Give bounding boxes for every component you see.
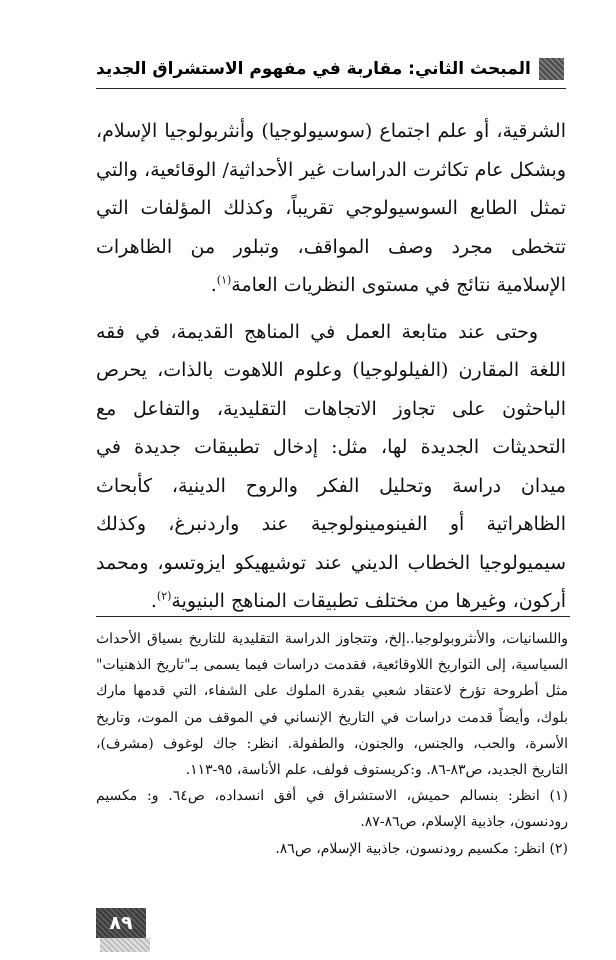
footnote-ref-1: (١) [216, 273, 232, 287]
page-number: ٨٩ [96, 908, 146, 938]
paragraph-2 [96, 313, 566, 621]
footnote-ref-2: (٢) [156, 589, 172, 603]
running-header [96, 52, 564, 86]
paragraph-1 [96, 112, 566, 305]
footnote-continuation: واللسانيات، والأنثروبولوجيا..إلخ، وتتجاوز الدراسة التقليدية للتاريخ بسياق الأحداث السياسية، إلى التواريخ اللاوقائعية، فقدمت دراسات فيما يسمى بـ"تاريخ الذهنيات" مثل أطروحة تؤرخ لاعتقاد شعبي بقدرة الملوك على الشفاء، التي قدمها مارك بلوك، وأيضاً قدمت دراسات في التاريخ الإنساني في الموقف من الموت، وتاريخ الأسرة، والحب، والجنس، والجنون، والطفولة. انظر: جاك لوغوف (مشرف)، التاريخ الجديد، ص٨٣-٨٦. و:كريستوف فولف، علم الأناسة، ٩٥-١١٣. [96, 631, 568, 779]
footnote-2: (٢) انظر: مكسيم رودنسون، جاذبية الإسلام، ص٨٦. [275, 840, 568, 857]
footnote-separator [96, 616, 570, 617]
main-text [96, 112, 566, 621]
paragraph-2-end: . [150, 590, 157, 612]
header-decorative-bar [539, 58, 564, 80]
paragraph-2-text: وحتى عند متابعة العمل في المناهج القديمة، في فقه اللغة المقارن (الفيلولوجيا) وعلوم اللاهوت بالذات، يحرص الباحثون على تجاوز الاتجاهات التقليدية، والتفاعل مع التحديثات الجديدة لها، مثل: إدخال تطبيقات جديدة في ميدان دراسة وتحليل الفكر والروح الدينية، كأبحاث الظاهراتية أو الفينومينولوجية عند واردنبرغ، وكذلك سيميولوجيا الخطاب الديني عند توشيهيكو ايزوتسو، ومحمد أركون، وغيرها من مختلف تطبيقات المناهج البنيوية [96, 320, 566, 612]
paragraph-1-end: . [210, 274, 217, 296]
footnotes [96, 626, 568, 862]
running-header-title: المبحث الثاني: مقاربة في مفهوم الاستشراق الجديد [96, 59, 531, 79]
header-rule [96, 88, 566, 89]
footnote-1: (١) انظر: بنسالم حميش، الاستشراق في أفق انسداده، ص٦٤. و: مكسيم رودنسون، جاذبية الإسلام، ص٨٦-٨٧. [96, 788, 569, 831]
page-number-decoration [100, 938, 150, 952]
paragraph-1-text: الشرقية، أو علم اجتماع (سوسيولوجيا) وأنثربولوجيا الإسلام، وبشكل عام تكاثرت الدراسات غير الأحداثية/ الوقائعية، والتي تمثل الطابع السوسيولوجي تقريباً، وكذلك المؤلفات التي تتخطى مجرد وصف المواقف، وتبلور من الظاهرات الإسلامية نتائج في مستوى النظريات العامة [96, 120, 566, 296]
